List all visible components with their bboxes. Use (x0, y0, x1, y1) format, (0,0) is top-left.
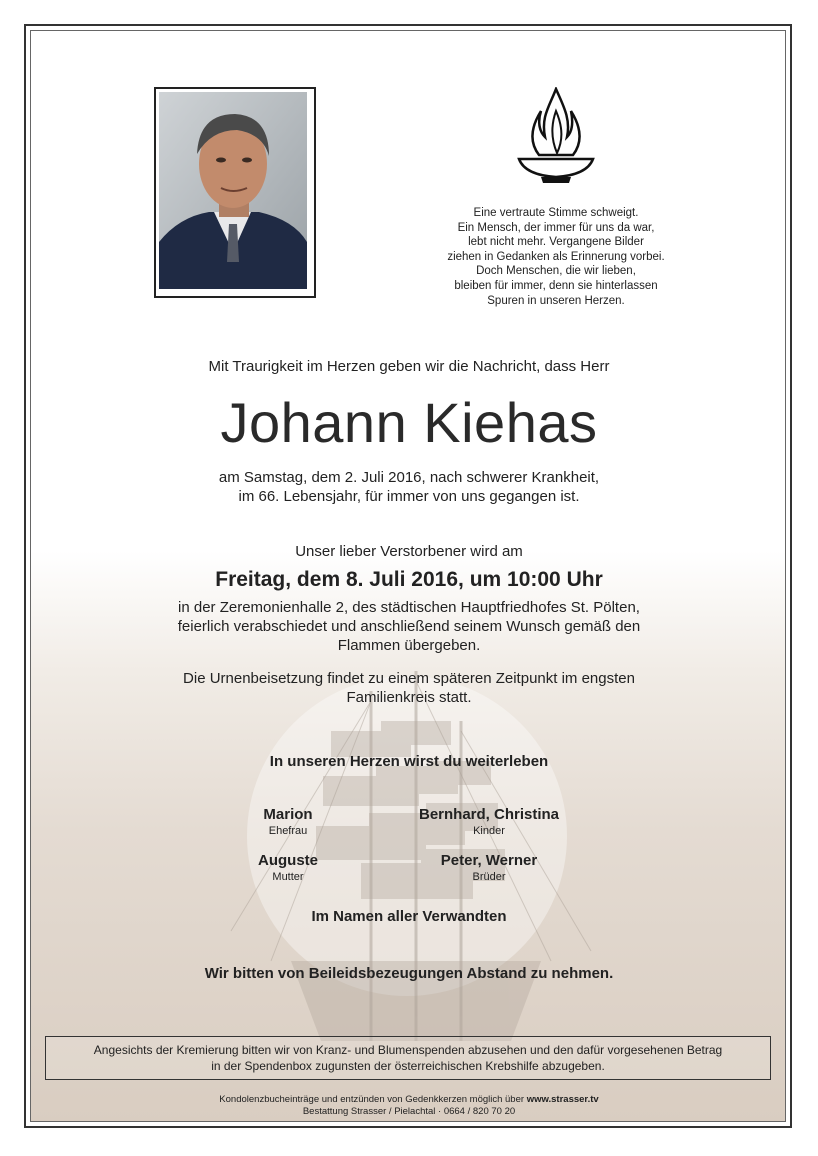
place-line: Flammen übergeben. (337, 637, 481, 654)
all-relatives-text: Im Namen aller Verwandten (311, 908, 507, 925)
poem-line: Ein Mensch, der immer für uns da war, (457, 221, 655, 234)
footer-line (31, 1094, 786, 1106)
donation-line: Angesichts der Kremierung bitten wir von Kranz- und Blumenspenden abzusehen und den dafür vorgesehenen Betrag (93, 1043, 723, 1057)
donation-line: in der Spendenbox zugunsten der österreichischen Krebshilfe abzugeben. (211, 1059, 605, 1073)
ceremony-datetime: Freitag, dem 8. Juli 2016, um 10:00 Uhr (215, 568, 603, 591)
poem-line: bleiben für immer, denn sie hinterlassen (454, 279, 658, 292)
poem-line: ziehen in Gedanken als Erinnerung vorbei. (447, 250, 665, 263)
announce-text: Unser lieber Verstorbener wird am (295, 543, 523, 560)
website-link[interactable]: www.strasser.tv (526, 1094, 599, 1105)
relative-entry (389, 806, 589, 837)
relative-name: Marion (263, 806, 313, 823)
footer (31, 1094, 786, 1118)
footer-text: Kondolenzbucheinträge und entzünden von Gedenkkerzen möglich über (219, 1094, 527, 1105)
poem-line: Doch Menschen, die wir lieben, (476, 265, 636, 278)
memorial-poem (411, 206, 701, 308)
intro-text: Mit Traurigkeit im Herzen geben wir die Nachricht, dass Herr (208, 358, 610, 375)
condolence-request: Wir bitten von Beileidsbezeugungen Abstand zu nehmen. (204, 965, 614, 982)
place-line: feierlich verabschiedet und anschließend seinem Wunsch gemäß den (177, 618, 641, 635)
relative-name: Auguste (258, 852, 318, 869)
portrait-frame (154, 87, 316, 298)
relative-relation: Mutter (272, 871, 304, 883)
urn-burial-text (31, 669, 786, 707)
death-line: am Samstag, dem 2. Juli 2016, nach schwerer Krankheit, (218, 469, 600, 486)
deceased-name: Johann Kiehas (220, 391, 598, 454)
portrait-photo (159, 92, 311, 293)
relative-entry (188, 806, 388, 837)
death-details (31, 468, 786, 506)
urn-line: Die Urnenbeisetzung findet zu einem späteren Zeitpunkt im engsten (183, 670, 635, 687)
poem-line: lebt nicht mehr. Vergangene Bilder (468, 236, 644, 249)
death-line: im 66. Lebensjahr, für immer von uns gegangen ist. (238, 488, 580, 505)
flame-bowl-icon (511, 87, 601, 187)
poem-line: Eine vertraute Stimme schweigt. (473, 207, 639, 219)
urn-line: Familienkreis statt. (346, 689, 472, 706)
relative-relation: Kinder (473, 825, 505, 837)
poem-line: Spuren in unseren Herzen. (487, 294, 625, 307)
relative-entry (188, 852, 388, 883)
relative-relation: Brüder (472, 871, 506, 883)
ceremony-place (31, 598, 786, 655)
heart-text: In unseren Herzen wirst du weiterleben (269, 753, 549, 770)
place-line: in der Zeremonienhalle 2, des städtischen Hauptfriedhofes St. Pölten, (178, 599, 640, 616)
death-notice (30, 30, 786, 1122)
relative-name: Peter, Werner (440, 852, 538, 869)
footer-contact: Bestattung Strasser / Pielachtal · 0664 / 820 70 20 (302, 1106, 516, 1117)
relative-relation: Ehefrau (268, 825, 308, 837)
donation-box (45, 1036, 771, 1080)
relative-entry (389, 852, 589, 883)
relative-name: Bernhard, Christina (418, 806, 560, 823)
